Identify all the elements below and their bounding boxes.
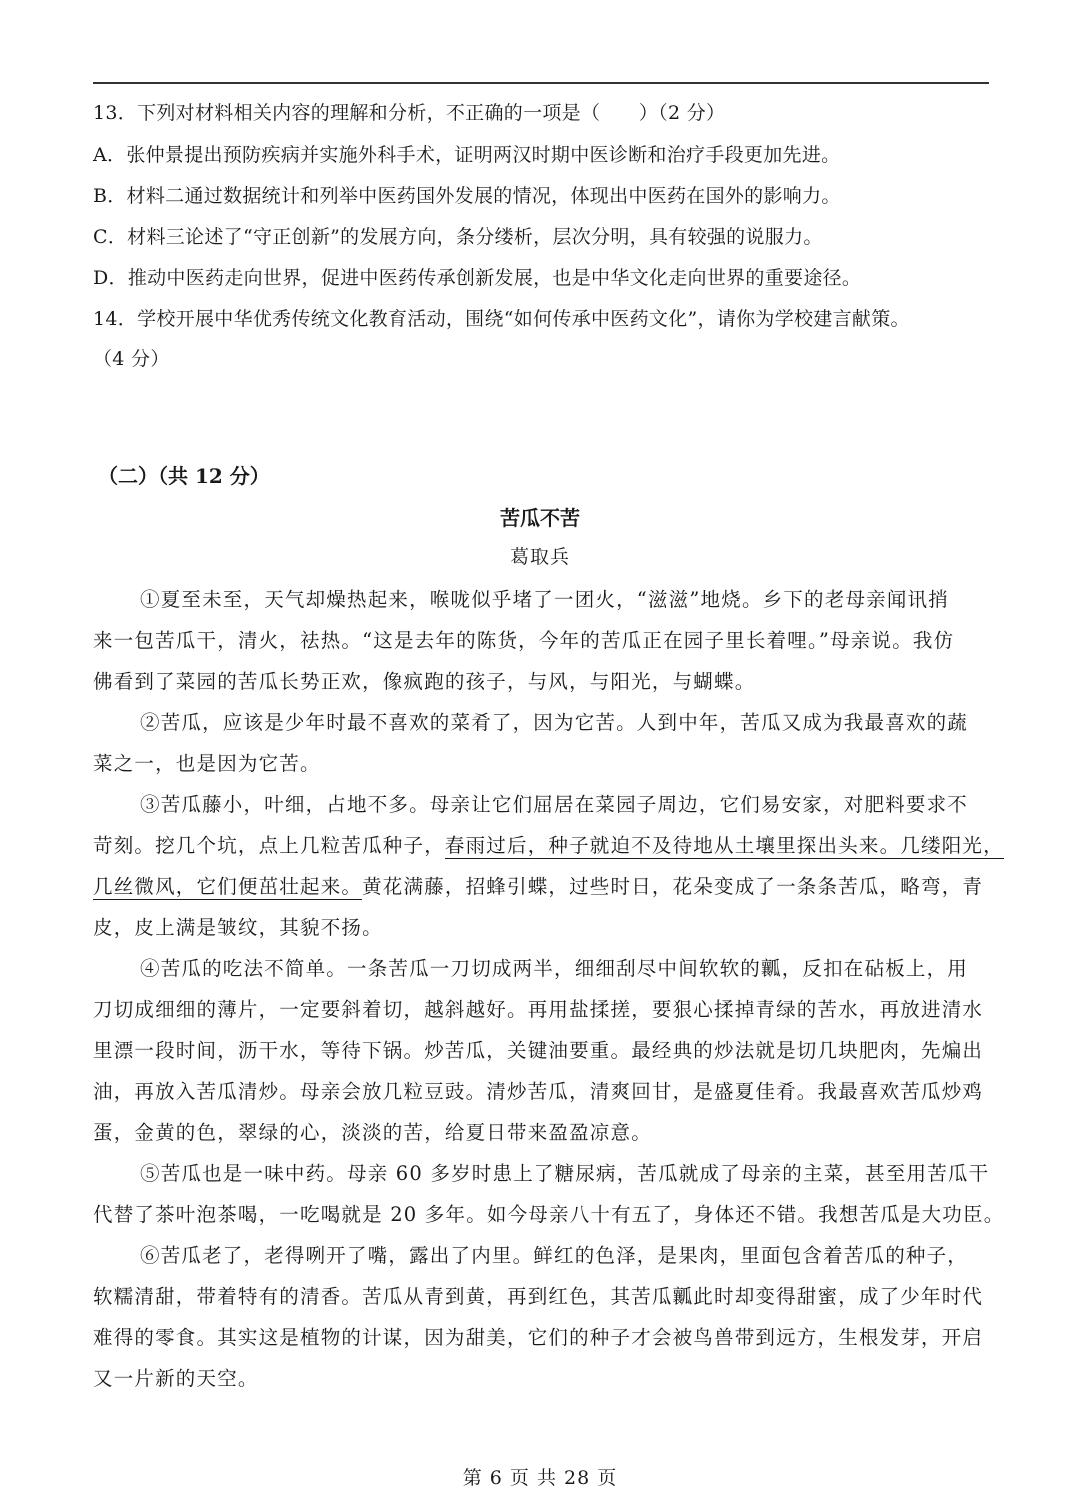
p3-line-2-plain: 苛刻。挖几个坑，点上几粒苦瓜种子， bbox=[93, 834, 445, 857]
p6-line-1: ⑥苦瓜老了，老得咧开了嘴，露出了内里。鲜红的色泽，是果肉，里面包含着苦瓜的种子， bbox=[140, 1244, 969, 1267]
p4-line-2: 刀切成细细的薄片，一定要斜着切，越斜越好。再用盐揉搓，要狠心揉掉青绿的苦水，再放进清水 bbox=[93, 998, 984, 1021]
page-number: 第 6 页 共 28 页 bbox=[462, 1467, 618, 1489]
p2-line-2: 菜之一，也是因为它苦。 bbox=[93, 752, 321, 775]
p3-line-1: ③苦瓜藤小，叶细，占地不多。母亲让它们屈居在菜园子周边，它们易安家，对肥料要求不 bbox=[140, 793, 969, 816]
p3-underlined-sentence-b: 几丝微风，它们便茁壮起来。 bbox=[93, 875, 363, 898]
q13-option-d: D．推动中医药走向世界，促进中医药传承创新发展，也是中华文化走向世界的重要途径。 bbox=[93, 267, 862, 289]
p3-line-3 bbox=[93, 875, 993, 899]
p4-line-3: 里漂一段时间，沥干水，等待下锅。炒苦瓜，关键油要重。最经典的炒法就是切几块肥肉，先煸出 bbox=[93, 1039, 984, 1062]
p4-line-4: 油，再放入苦瓜清炒。母亲会放几粒豆豉。清炒苦瓜，清爽回甘，是盛夏佳肴。我最喜欢苦瓜炒鸡 bbox=[93, 1080, 984, 1103]
p2-line-1: ②苦瓜，应该是少年时最不喜欢的菜肴了，因为它苦。人到中年，苦瓜又成为我最喜欢的蔬 bbox=[140, 711, 969, 734]
p4-line-1: ④苦瓜的吃法不简单。一条苦瓜一刀切成两半，细细刮尽中间软软的瓤，反扣在砧板上，用 bbox=[140, 957, 969, 980]
p6-line-4: 又一片新的天空。 bbox=[93, 1367, 259, 1390]
q14-stem: 14．学校开展中华优秀传统文化教育活动，围绕“如何传承中医药文化”，请你为学校建言献策。 bbox=[93, 308, 910, 330]
p6-line-3: 难得的零食。其实这是植物的计谋，因为甜美，它们的种子才会被鸟兽带到远方，生根发芽，开启 bbox=[93, 1326, 984, 1349]
p5-line-2: 代替了茶叶泡茶喝，一吃喝就是 20 多年。如今母亲八十有五了，身体还不错。我想苦瓜是大功臣。 bbox=[93, 1203, 1005, 1226]
article-title: 苦瓜不苦 bbox=[500, 506, 580, 530]
section-heading: （二）（共 12 分） bbox=[98, 464, 270, 488]
q13-option-a: A．张仲景提出预防疾病并实施外科手术，证明两汉时期中医诊断和治疗手段更加先进。 bbox=[93, 144, 841, 166]
q13-option-b: B．材料二通过数据统计和列举中医药国外发展的情况，体现出中医药在国外的影响力。 bbox=[93, 185, 841, 207]
q14-points: （4 分） bbox=[93, 348, 170, 370]
q13-option-c: C．材料三论述了“守正创新”的发展方向，条分缕析，层次分明，具有较强的说服力。 bbox=[93, 226, 823, 248]
p3-underlined-sentence-a: 春雨过后，种子就迫不及待地从土壤里探出头来。几缕阳光， bbox=[444, 834, 1004, 857]
p6-line-2: 软糯清甜，带着特有的清香。苦瓜从青到黄，再到红色，其苦瓜瓤此时却变得甜蜜，成了少年时代 bbox=[93, 1285, 984, 1308]
p3-line-3-plain: 黄花满藤，招蜂引蝶，过些时日，花朵变成了一条条苦瓜，略弯，青 bbox=[362, 875, 984, 898]
q13-stem: 13．下列对材料相关内容的理解和分析，不正确的一项是（ ）（2 分） bbox=[93, 102, 726, 124]
p1-line-2: 来一包苦瓜干，清火，祛热。“这是去年的陈货，今年的苦瓜正在园子里长着哩。”母亲说。我仿 bbox=[93, 629, 955, 652]
p1-line-1: ①夏至未至，天气却燥热起来，喉咙似乎堵了一团火，“滋滋”地烧。乡下的老母亲闻讯捎 bbox=[140, 588, 949, 611]
p5-line-1: ⑤苦瓜也是一味中药。母亲 60 多岁时患上了糖尿病，苦瓜就成了母亲的主菜，甚至用苦瓜干 bbox=[140, 1162, 990, 1185]
top-rule bbox=[93, 82, 989, 84]
p3-line-4: 皮，皮上满是皱纹，其貌不扬。 bbox=[93, 916, 383, 939]
p3-line-2 bbox=[93, 834, 1004, 858]
p1-line-3: 佛看到了菜园的苦瓜长势正欢，像疯跑的孩子，与风，与阳光，与蝴蝶。 bbox=[93, 670, 756, 693]
p4-line-5: 蛋，金黄的色，翠绿的心，淡淡的苦，给夏日带来盈盈凉意。 bbox=[93, 1121, 652, 1144]
article-author: 葛取兵 bbox=[509, 546, 570, 568]
